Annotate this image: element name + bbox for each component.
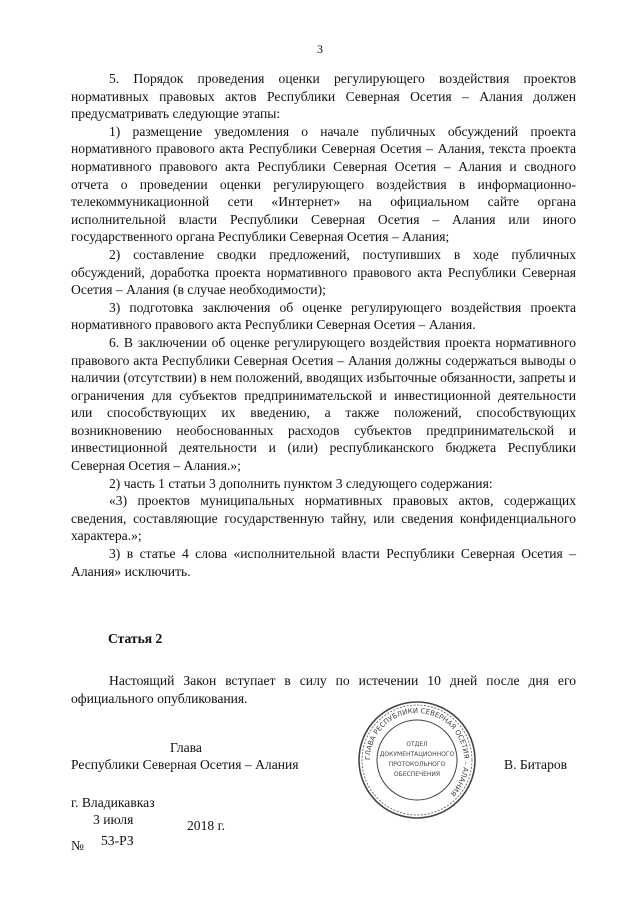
paragraph-5: 5. Порядок проведения оценки регулирующего воздействия проектов нормативных правовых актов Республики Северная Осетия – Алания должен предусматривать следующие этапы: xyxy=(71,71,576,122)
amendment-item-2-text: «3) проектов муниципальных нормативных правовых актов, содержащих сведения, составляющие государственную тайну, или сведения конфиденциального характера.»; xyxy=(71,493,576,544)
official-seal xyxy=(357,700,477,820)
paragraph-6: 6. В заключении об оценке регулирующего воздействия проекта нормативного правового акта Республики Северная Осетия – Алания должны содержаться выводы о наличии (отсутствии) в нем положений, вводящих избыточные обязанности, запреты и ограничения для субъектов предпринимательской и инвестиционной деятельности или способствующих их введению, а также положений, способствующих возникновению необоснованных расходов субъектов предпринимательской и инвестиционной деятельности и (или) республиканского бюджета Республики Северная Осетия – Алания.»; xyxy=(71,334,576,474)
page-number: 3 xyxy=(317,42,323,56)
seal-inner-line-3: ПРОТОКОЛЬНОГО xyxy=(388,761,446,768)
seal-inner-line-4: ОБЕСПЕЧЕНИЯ xyxy=(393,771,441,778)
article-2-body xyxy=(71,672,576,707)
amendment-item-2: 2) часть 1 статьи 3 дополнить пунктом 3 следующего содержания: xyxy=(109,475,493,491)
signatory-title: Глава xyxy=(170,740,202,755)
law-number: 53-РЗ xyxy=(101,833,134,848)
article-2-text: Настоящий Закон вступает в силу по истечении 10 дней после дня его официального опубликования. xyxy=(71,673,576,706)
signing-date-day: 3 июля xyxy=(93,812,134,827)
number-sign: № xyxy=(71,838,84,853)
signatory-name: В. Битаров xyxy=(504,757,568,772)
place-of-signing: г. Владикавказ xyxy=(71,795,155,810)
paragraph-5-item-2: 2) составление сводки предложений, поступивших в ходе публичных обсуждений, доработка проекта нормативного правового акта Республики Северная Осетия – Алания (в случае необходимости); xyxy=(71,246,576,298)
seal-inner-line-2: ДОКУМЕНТАЦИОННОГО xyxy=(379,751,455,758)
paragraph-5-item-1: 1) размещение уведомления о начале публичных обсуждений проекта нормативного правового акта Республики Северная Осетия – Алания, текста проекта нормативного правового акта Республики Северная Осетия – Алания и сводного отчета о проведении оценки регулирующего воздействия в информационно-телекоммуникационной сети «Интернет» на официальном сайте органа исполнительной власти Республики Северная Осетия – Алания или иного государственного органа Республики Северная Осетия – Алания; xyxy=(71,123,576,245)
seal-inner-line-1: ОТДЕЛ xyxy=(406,741,428,748)
seal-stamp-icon xyxy=(357,700,477,820)
law-body-text xyxy=(71,70,576,580)
signatory-position: Республики Северная Осетия – Алания xyxy=(71,757,299,772)
signing-date-year: 2018 г. xyxy=(187,818,226,833)
article-2-heading: Статья 2 xyxy=(108,631,163,646)
seal-ring-text: ГЛАВА РЕСПУБЛИКИ СЕВЕРНАЯ ОСЕТИЯ – АЛАНИЯ xyxy=(363,706,471,798)
amendment-item-3: 3) в статье 4 слова «исполнительной власти Республики Северная Осетия – Алания» исключить. xyxy=(71,546,576,579)
paragraph-5-item-3: 3) подготовка заключения об оценке регулирующего воздействия проекта нормативного правового акта Республики Северная Осетия – Алания. xyxy=(71,299,576,333)
